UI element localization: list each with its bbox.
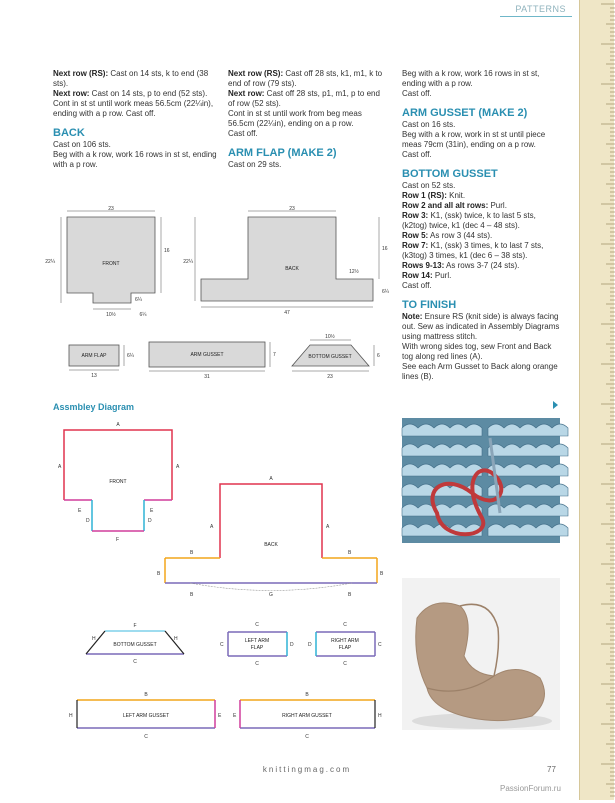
seam-label-c: C — [220, 642, 224, 648]
text-column-1 — [53, 69, 218, 170]
instruction-text: See each Arm Gusset to Back along orange lines (B). — [402, 362, 558, 381]
row-label: Row 7: — [402, 241, 429, 250]
seam-label-b: B — [380, 571, 384, 577]
dimension-label: 6¼ — [135, 297, 142, 303]
instruction-text: As rows 3-7 (24 sts). — [444, 261, 520, 270]
seam-label-g: G — [269, 592, 273, 598]
row-label: Row 2 and all alt rows: — [402, 201, 489, 210]
seam-label-e: E — [218, 713, 222, 719]
front-label: FRONT — [109, 479, 127, 485]
dimension-label: 10½ — [106, 312, 116, 318]
dimension-label: 12½ — [349, 269, 359, 275]
instruction-text: Cast on 16 sts. — [402, 120, 456, 129]
back-schematic — [183, 206, 390, 316]
instruction-text: K1, (ssk) twice, k to last 5 sts, (k2tog) twice, k1 (dec 4 – 48 sts). — [402, 211, 536, 230]
instruction-text: Cast off. — [228, 129, 258, 138]
arm-flap-label: ARM FLAP — [81, 353, 107, 359]
dimension-label: 6 — [377, 353, 380, 359]
seam-label-b: B — [190, 592, 194, 598]
assembly-right-arm-gusset — [233, 692, 382, 740]
instruction-text: Cast on 29 sts. — [228, 160, 282, 169]
instruction-text: Cast on 106 sts. — [53, 140, 111, 149]
seam-label-a: A — [326, 524, 330, 530]
instruction-text: Cast on 14 sts, p to end (52 sts). — [89, 89, 208, 98]
footer-website: knittingmag.com — [262, 765, 352, 774]
seam-label-h: H — [69, 713, 73, 719]
instruction-text: Cast off 28 sts, k1, m1, k to end of row (79 sts). — [228, 69, 383, 88]
dimension-label: 13 — [91, 373, 97, 379]
seam-label-d: D — [86, 518, 90, 524]
dimension-label: 6¼ — [127, 353, 134, 359]
bottom-gusset-label: BOTTOM GUSSET — [113, 642, 157, 648]
arm-gusset-label: ARM GUSSET — [190, 352, 224, 358]
dimension-label: 7 — [273, 352, 276, 358]
right-arm-flap-label: RIGHT ARM — [331, 638, 359, 644]
seam-label-f: F — [133, 623, 137, 629]
row-label: Rows 9-13: — [402, 261, 445, 270]
row-label: Row 3: — [402, 211, 429, 220]
dimension-label: 6¼ — [382, 289, 389, 295]
instruction-text: Purl. — [488, 201, 507, 210]
dimension-label: 16 — [164, 248, 170, 254]
instruction-text: Cont in st st until work meas 56.5cm (22¼in), ending with a p row. Cast off. — [53, 99, 214, 118]
instruction-text: Cast on 52 sts. — [402, 181, 456, 190]
instruction-text: Cast on 14 sts, k to end (38 sts). — [53, 69, 209, 88]
seam-label-c: C — [343, 622, 347, 628]
seam-label-b: B — [190, 550, 194, 556]
seam-label-b: B — [305, 692, 309, 698]
instruction-text: Cast off. — [402, 150, 432, 159]
instruction-text: Cast off 28 sts, p1, m1, p to end of row (52 sts). — [228, 89, 380, 108]
to-finish-title: TO FINISH — [402, 299, 457, 311]
instruction-text: Cont in st st until work from beg meas 56.5cm (22¼in), ending on a p row. — [228, 109, 362, 128]
instruction-text: With wrong sides tog, sew Front and Back tog along red lines (A). — [402, 342, 552, 361]
instruction-text: Beg with a k row, work 16 rows in st st, ending with a p row. — [402, 69, 540, 88]
seam-label-h: H — [378, 713, 382, 719]
dimension-label: 16 — [382, 246, 388, 252]
assembly-right-arm-flap — [308, 622, 382, 667]
dimension-label: 10½ — [325, 334, 335, 340]
dimension-label: 31 — [204, 374, 210, 380]
back-title: BACK — [53, 127, 85, 139]
seam-label-e: E — [150, 508, 154, 514]
seam-label-a: A — [116, 422, 120, 428]
seam-label-a: A — [58, 464, 62, 470]
seam-label-c: C — [378, 642, 382, 648]
bottom-gusset-label: BOTTOM GUSSET — [308, 354, 352, 360]
assembly-front — [58, 422, 180, 543]
arm-gusset-title: ARM GUSSET (MAKE 2) — [402, 107, 528, 119]
instruction-text: Beg with a k row, work 16 rows in st st, ending with a p row. — [53, 150, 217, 169]
seam-label-d: D — [308, 642, 312, 648]
seam-label-a: A — [269, 476, 273, 482]
front-label: FRONT — [102, 261, 120, 267]
assembly-bottom-gusset — [86, 623, 184, 665]
seam-label-d: D — [290, 642, 294, 648]
assembly-diagram-title: Assmbley Diagram — [53, 402, 135, 412]
instruction-text: Cast off. — [402, 89, 432, 98]
right-arm-gusset-label: RIGHT ARM GUSSET — [282, 713, 332, 719]
dimension-label: 22¼ — [45, 259, 55, 265]
seam-label-c: C — [133, 659, 137, 665]
instruction-text: As row 3 (44 sts). — [428, 231, 493, 240]
front-schematic — [45, 206, 170, 318]
back-label: BACK — [285, 266, 299, 272]
dimension-label: 6¼ — [139, 312, 147, 318]
seam-label-f: F — [116, 537, 120, 543]
mattress-stitch-illustration — [402, 418, 560, 563]
right-arm-flap-label: FLAP — [338, 645, 352, 651]
text-column-2 — [228, 69, 388, 170]
section-header: PATTERNS — [500, 4, 572, 17]
seam-label-a: A — [210, 524, 214, 530]
seam-label-b: B — [157, 571, 161, 577]
row-label: Next row: — [228, 89, 265, 98]
instruction-text: Beg with a k row, work in st st until piece meas 79cm (31in), ending on a p row. — [402, 130, 546, 149]
left-arm-gusset-label: LEFT ARM GUSSET — [122, 713, 170, 719]
dimension-label: 23 — [289, 206, 295, 212]
seam-label-b: B — [348, 550, 352, 556]
seam-label-h: H — [92, 636, 96, 642]
left-arm-flap-label: FLAP — [250, 645, 264, 651]
bottom-gusset-schematic — [292, 333, 380, 380]
row-label: Next row (RS): — [53, 69, 109, 78]
seam-label-c: C — [255, 661, 259, 667]
bottom-gusset-title: BOTTOM GUSSET — [402, 168, 498, 180]
row-label: Row 5: — [402, 231, 429, 240]
row-label: Row 14: — [402, 271, 433, 280]
dimension-label: 47 — [284, 310, 290, 316]
arm-flap-title: ARM FLAP (MAKE 2) — [228, 147, 337, 159]
seam-label-c: C — [255, 622, 259, 628]
dimension-label: 23 — [108, 206, 114, 212]
instruction-text: K1, (ssk) 3 times, k to last 7 sts, (k3tog) 3 times, k1 (dec 6 – 38 sts). — [402, 241, 544, 260]
instruction-text: Knit. — [446, 191, 466, 200]
text-column-3 — [402, 69, 562, 382]
watermark: PassionForum.ru — [500, 784, 561, 793]
seam-label-c: C — [343, 661, 347, 667]
seam-label-b: B — [144, 692, 148, 698]
assembly-diagram — [50, 418, 385, 748]
seam-label-a: A — [176, 464, 180, 470]
instruction-text: Purl. — [432, 271, 452, 280]
page-number: 77 — [547, 765, 556, 774]
seam-label-d: D — [148, 518, 152, 524]
continue-arrow-icon — [553, 401, 558, 409]
seam-label-c: C — [305, 734, 309, 740]
left-arm-flap-label: LEFT ARM — [244, 638, 270, 644]
schematic-diagrams — [45, 205, 393, 385]
instruction-text: Ensure RS (knit side) is always facing out. Sew as indicated in Assembly Diagrams using mattress stitch. — [402, 312, 560, 341]
assembly-left-arm-flap — [220, 622, 294, 667]
arm-gusset-schematic — [149, 342, 276, 380]
ruler-ticks — [580, 0, 615, 800]
row-label: Next row (RS): — [228, 69, 284, 78]
back-label: BACK — [264, 542, 278, 548]
seam-label-e: E — [78, 508, 82, 514]
seam-label-c: C — [144, 734, 148, 740]
measuring-ruler — [579, 0, 614, 800]
assembly-back — [157, 476, 384, 598]
seam-label-e: E — [233, 713, 237, 719]
dimension-label: 22¼ — [183, 259, 193, 265]
row-label: Note: — [402, 312, 423, 321]
dimension-label: 23 — [327, 374, 333, 380]
seam-label-b: B — [348, 592, 352, 598]
seam-label-h: H — [174, 636, 178, 642]
assembly-left-arm-gusset — [69, 692, 222, 740]
row-label: Next row: — [53, 89, 90, 98]
product-photo — [402, 578, 560, 730]
row-label: Row 1 (RS): — [402, 191, 447, 200]
instruction-text: Cast off. — [402, 281, 432, 290]
arm-flap-schematic — [69, 345, 135, 379]
